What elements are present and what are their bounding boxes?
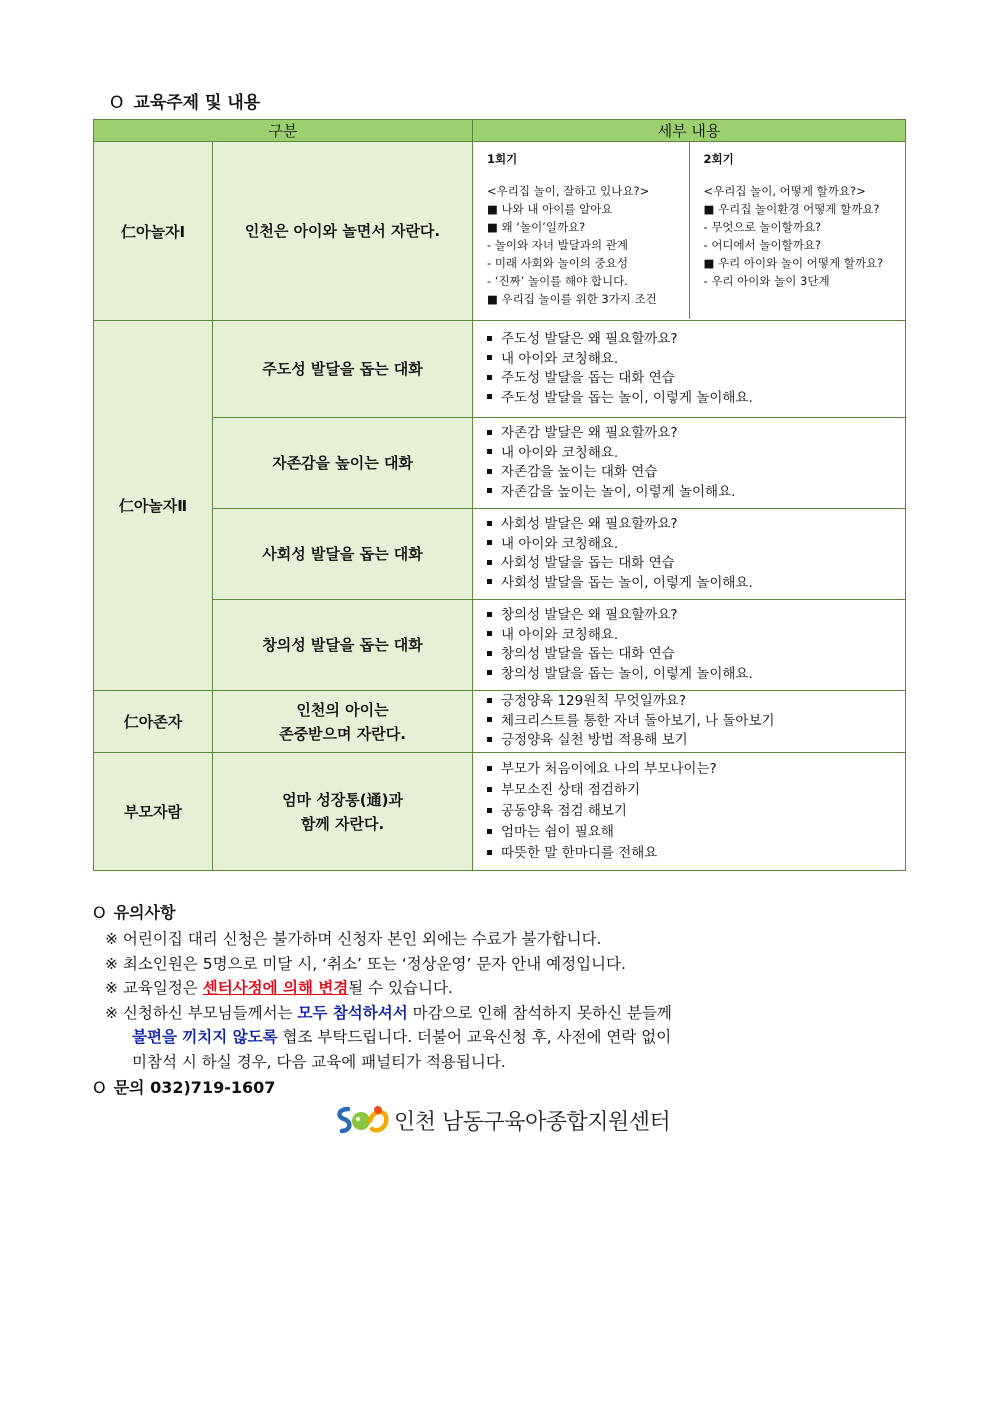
detail-cell (473, 321, 906, 418)
center-logo (334, 1103, 670, 1137)
square-bullet-icon (487, 579, 492, 584)
list-item: 내 아이와 코칭해요. (487, 444, 905, 464)
square-bullet-icon (487, 488, 492, 493)
session-line: <우리집 놀이, 잘하고 있나요?> (487, 184, 650, 198)
session-cell (473, 142, 906, 321)
notes-bullet: O (93, 903, 106, 922)
square-bullet-icon (487, 808, 492, 813)
square-bullet-icon (487, 394, 492, 399)
table-row (94, 600, 906, 691)
session-line: - ‘진짜’ 놀이를 해야 합니다. (487, 274, 628, 288)
category-cell: 仁아놀자Ⅰ (94, 142, 213, 321)
square-bullet-icon (487, 737, 492, 742)
square-bullet-icon (487, 375, 492, 380)
note-line: ※ 어린이집 대리 신청은 불가하며 신청자 본인 외에는 수료가 불가합니다. (105, 930, 602, 948)
topic-cell: 창의성 발달을 돕는 대화 (213, 600, 473, 691)
square-bullet-icon (487, 766, 492, 771)
topic-cell (213, 691, 473, 753)
section-title-text: 교육주제 및 내용 (133, 93, 261, 113)
square-bullet-icon (487, 355, 492, 360)
square-bullet-icon (487, 717, 492, 722)
list-item: 긍정양육 실천 방법 적용해 보기 (487, 731, 905, 751)
table-row (94, 691, 906, 753)
list-item: 부모소진 상태 점검하기 (487, 780, 905, 801)
list-item: 자존감을 높이는 대화 연습 (487, 463, 905, 483)
session-line: - 놀이와 자녀 발달과의 관계 (487, 238, 628, 252)
square-bullet-icon (487, 631, 492, 636)
list-item: 부모가 처음이에요 나의 부모나이는? (487, 759, 905, 780)
list-item: 공동양육 점검 해보기 (487, 801, 905, 822)
header-detail: 세부 내용 (473, 120, 906, 142)
category-cell: 부모자람 (94, 753, 213, 871)
detail-cell (473, 753, 906, 871)
list-item: 따뜻한 말 한마디를 전해요 (487, 843, 905, 864)
session-line: ■ 우리집 놀이를 위한 3가지 조건 (487, 292, 657, 306)
topic-cell: 주도성 발달을 돕는 대화 (213, 321, 473, 418)
table-row (94, 418, 906, 509)
table-header-row (94, 120, 906, 142)
square-bullet-icon (487, 829, 492, 834)
table-row (94, 753, 906, 871)
square-bullet-icon (487, 449, 492, 454)
list-item: 내 아이와 코칭해요. (487, 626, 905, 646)
table-row (94, 142, 906, 321)
inquiry-phone: 032)719-1607 (150, 1078, 276, 1097)
note-line: ※ 최소인원은 5명으로 미달 시, ‘취소’ 또는 ‘정상운영’ 문자 안내 예정입니다. (105, 954, 626, 973)
list-item: 창의성 발달을 돕는 대화 연습 (487, 645, 905, 665)
center-logo-text: 인천 남동구육아종합지원센터 (394, 1109, 671, 1135)
detail-cell (473, 509, 906, 600)
session-line: ■ 우리 아이와 놀이 어떻게 할까요? (703, 256, 884, 270)
square-bullet-icon (487, 670, 492, 675)
section-title-education (110, 88, 260, 113)
square-bullet-icon (487, 540, 492, 545)
session-round: 1회기 (487, 152, 518, 166)
list-item: 내 아이와 코칭해요. (487, 535, 905, 555)
session-line: ■ 우리집 놀이환경 어떻게 할까요? (703, 202, 880, 216)
notes-title: 유의사항 (113, 903, 176, 922)
square-bullet-icon (487, 521, 492, 526)
list-item: 창의성 발달을 돕는 놀이, 이렇게 놀이해요. (487, 665, 905, 685)
detail-cell (473, 418, 906, 509)
note-line: ※ 신청하신 부모님들께서는 모두 참석하셔서 마감으로 인해 참석하지 못하신 분들께 (105, 1003, 672, 1022)
list-item: 사회성 발달을 돕는 대화 연습 (487, 554, 905, 574)
list-item: 사회성 발달을 돕는 놀이, 이렇게 놀이해요. (487, 574, 905, 594)
topic-line: 함께 자란다. (300, 814, 385, 833)
curriculum-table (93, 119, 906, 871)
session-1 (473, 142, 689, 319)
inquiry (93, 1075, 275, 1098)
session-line: - 무엇으로 놀이할까요? (703, 220, 822, 234)
highlight-red: 센터사정에 의해 변경 (202, 979, 349, 997)
square-bullet-icon (487, 469, 492, 474)
session-2 (689, 142, 906, 319)
note-line: 미참석 시 하실 경우, 다음 교육에 패널티가 적용됩니다. (132, 1052, 506, 1071)
table-row (94, 321, 906, 418)
session-round: 2회기 (703, 152, 734, 166)
session-line: <우리집 놀이, 어떻게 할까요?> (703, 184, 866, 198)
topic-line: 인천의 아이는 (296, 700, 389, 719)
topic-cell: 사회성 발달을 돕는 대화 (213, 509, 473, 600)
list-item: 체크리스트를 통한 자녀 돌아보기, 나 돌아보기 (487, 712, 905, 732)
list-item: 자존감을 높이는 놀이, 이렇게 놀이해요. (487, 483, 905, 503)
highlight-blue: 불편을 끼치지 않도록 (132, 1028, 278, 1046)
list-item: 내 아이와 코칭해요. (487, 350, 905, 370)
list-item: 주도성 발달을 돕는 놀이, 이렇게 놀이해요. (487, 389, 905, 409)
detail-cell (473, 600, 906, 691)
topic-cell: 인천은 아이와 놀면서 자란다. (213, 142, 473, 321)
square-bullet-icon (487, 698, 492, 703)
notes-section (93, 900, 913, 1074)
header-category: 구분 (94, 120, 473, 142)
category-cell: 仁아놀자Ⅱ (94, 321, 213, 691)
detail-cell (473, 691, 906, 753)
list-item: 긍정양육 129원칙 무엇일까요? (487, 692, 905, 712)
topic-line: 존중받으며 자란다. (279, 724, 406, 743)
list-item: 주도성 발달은 왜 필요할까요? (487, 330, 905, 350)
table-row (94, 509, 906, 600)
topic-line: 엄마 성장통(通)과 (282, 790, 403, 809)
session-line: - 어디에서 놀이할까요? (703, 238, 822, 252)
category-cell: 仁아존자 (94, 691, 213, 753)
square-bullet-icon (487, 850, 492, 855)
list-item: 사회성 발달은 왜 필요할까요? (487, 515, 905, 535)
square-bullet-icon (487, 430, 492, 435)
list-item: 자존감 발달은 왜 필요할까요? (487, 424, 905, 444)
center-logo-icon (334, 1103, 390, 1137)
session-line: - 우리 아이와 놀이 3단계 (703, 274, 830, 288)
topic-cell (213, 753, 473, 871)
session-line: ■ 왜 ‘놀이’일까요? (487, 220, 586, 234)
list-item: 주도성 발달을 돕는 대화 연습 (487, 369, 905, 389)
notes-heading (93, 900, 913, 923)
list-item: 엄마는 쉼이 필요해 (487, 822, 905, 843)
inquiry-label: 문의 (113, 1078, 145, 1097)
inquiry-bullet: O (93, 1078, 106, 1097)
highlight-blue: 모두 참석하셔서 (297, 1003, 408, 1022)
note-line: ※ 교육일정은 센터사정에 의해 변경될 수 있습니다. (105, 979, 453, 997)
section-bullet: O (110, 93, 124, 113)
square-bullet-icon (487, 336, 492, 341)
square-bullet-icon (487, 560, 492, 565)
session-line: ■ 나와 내 아이를 알아요 (487, 202, 613, 216)
square-bullet-icon (487, 651, 492, 656)
topic-cell: 자존감을 높이는 대화 (213, 418, 473, 509)
square-bullet-icon (487, 787, 492, 792)
note-line: 불편을 끼치지 않도록 협조 부탁드립니다. 더불어 교육신청 후, 사전에 연락 없이 (132, 1028, 672, 1046)
list-item: 창의성 발달은 왜 필요할까요? (487, 606, 905, 626)
session-line: - 미래 사회와 놀이의 중요성 (487, 256, 628, 270)
square-bullet-icon (487, 612, 492, 617)
